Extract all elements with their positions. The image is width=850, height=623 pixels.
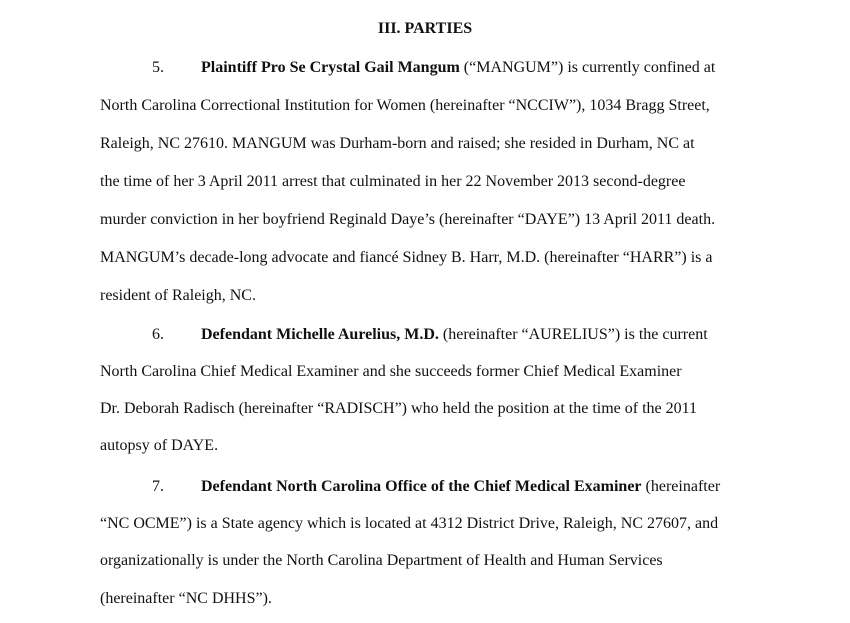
paragraph-line: MANGUM’s decade-long advocate and fiancé Sidney B. Harr, M.D. (hereinafter “HARR”) is a — [100, 249, 713, 266]
paragraph-number: 6. — [152, 326, 164, 343]
paragraph-first-line — [201, 477, 720, 497]
paragraph-first-line — [201, 58, 715, 78]
paragraph-number: 7. — [152, 478, 164, 495]
paragraph-line: “NC OCME”) is a State agency which is located at 4312 District Drive, Raleigh, NC 27607, and — [100, 515, 719, 532]
paragraph-line: Dr. Deborah Radisch (hereinafter “RADISCH”) who held the position at the time of the 2011 — [100, 400, 698, 417]
paragraph-first-line — [201, 325, 708, 345]
paragraph-line: Raleigh, NC 27610. MANGUM was Durham-born and raised; she resided in Durham, NC at — [100, 135, 695, 152]
party-name: Defendant Michelle Aurelius, M.D. — [201, 326, 439, 343]
paragraph-line: resident of Raleigh, NC. — [100, 287, 256, 304]
section-heading: III. PARTIES — [377, 20, 473, 37]
paragraph-text: (hereinafter — [641, 478, 721, 495]
paragraph-line: the time of her 3 April 2011 arrest that culminated in her 22 November 2013 second-degree — [100, 173, 686, 190]
paragraph-line: North Carolina Chief Medical Examiner and she succeeds former Chief Medical Examiner — [100, 363, 682, 380]
paragraph-line: autopsy of DAYE. — [100, 437, 219, 454]
paragraph-line: North Carolina Correctional Institution for Women (hereinafter “NCCIW”), 1034 Bragg Street, — [100, 97, 710, 114]
paragraph-line: (hereinafter “NC DHHS”). — [100, 590, 272, 607]
paragraph-text: (“MANGUM”) is currently confined at — [459, 59, 716, 76]
paragraph-number: 5. — [152, 59, 164, 76]
party-name: Defendant North Carolina Office of the Chief Medical Examiner — [201, 478, 642, 495]
paragraph-line: murder conviction in her boyfriend Reginald Daye’s (hereinafter “DAYE”) 13 April 2011 death. — [100, 211, 716, 228]
paragraph-text: (hereinafter “AURELIUS”) is the current — [438, 326, 708, 343]
paragraph-line: organizationally is under the North Carolina Department of Health and Human Services — [100, 552, 663, 569]
party-name: Plaintiff Pro Se Crystal Gail Mangum — [201, 59, 460, 76]
